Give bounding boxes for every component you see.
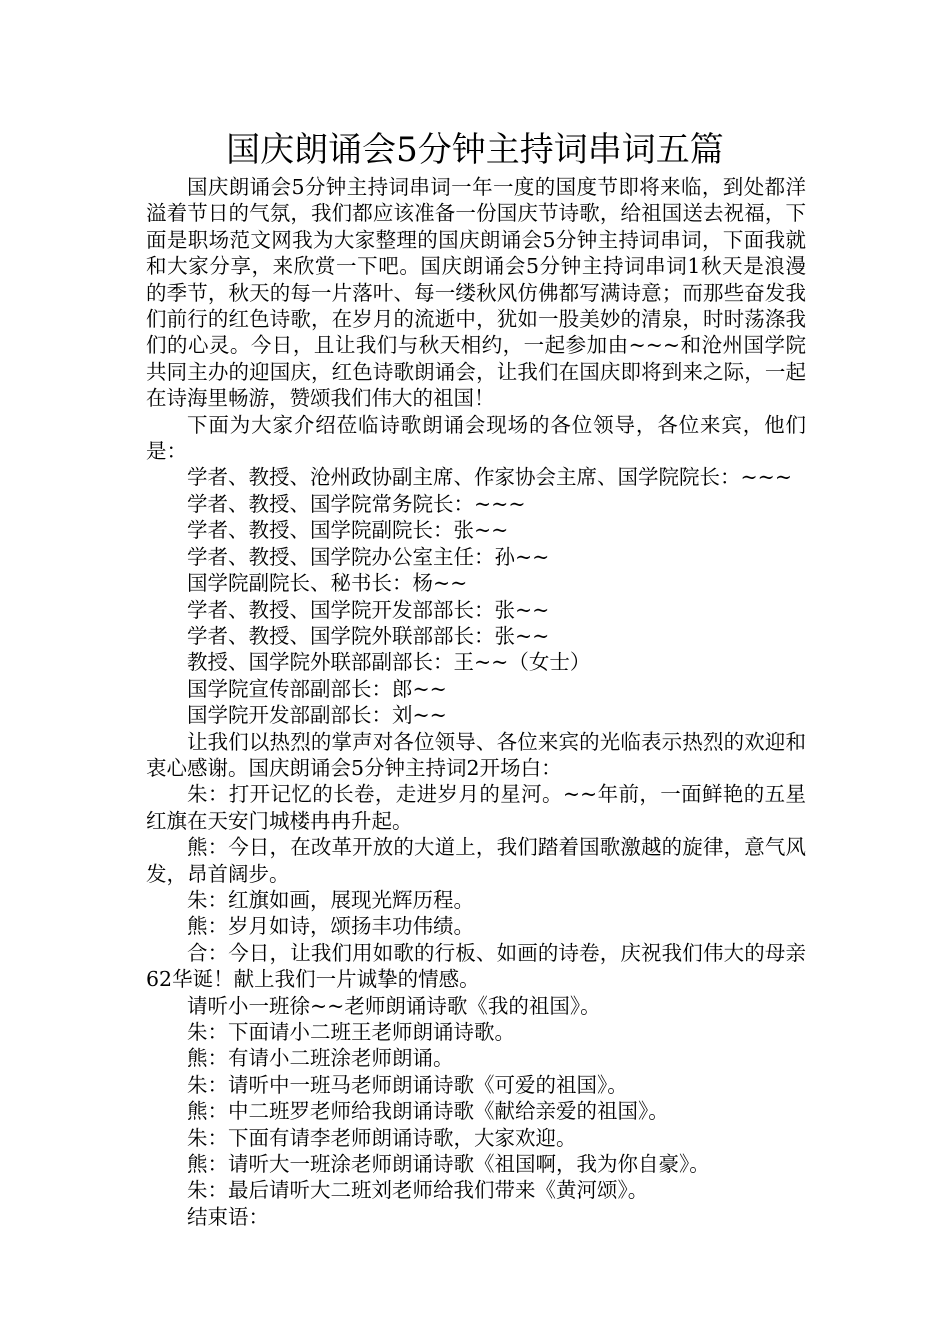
guest-item: 学者、教授、沧州政协副主席、作家协会主席、国学院院长：~~~ <box>187 465 793 490</box>
dialogue-line: 朱：最后请听大二班刘老师给我们带来《黄河颂》。 <box>187 1178 649 1203</box>
paragraph-intro: 国庆朗诵会5分钟主持词串词一年一度的国度节即将来临，到处都洋溢着节日的气氛，我们都应该准备一份国庆节诗歌，给祖国送去祝福，下面是职场范文网我为大家整理的国庆朗诵会5分钟主持词串词，下面我就和大家分享，来欣赏一下吧。国庆朗诵会5分钟主持词串词1秋天是浪漫的季节，秋天的每一片落叶、每一缕秋风仿佛都写满诗意；而那些奋发我们前行的红色诗歌，在岁月的流逝中，犹如一股美妙的清泉，时时荡涤我们的心灵。今日，且让我们与秋天相约，一起参加由~~~和沧州国学院共同主办的迎国庆，红色诗歌朗诵会，让我们在国庆即将到来之际，一起在诗海里畅游，赞颂我们伟大的祖国！ <box>146 175 806 411</box>
paragraph-welcome: 让我们以热烈的掌声对各位领导、各位来宾的光临表示热烈的欢迎和衷心感谢。国庆朗诵会5分钟主持词2开场白： <box>146 729 806 780</box>
guest-item: 学者、教授、国学院外联部部长：张~~ <box>187 623 550 648</box>
guest-item: 学者、教授、国学院办公室主任：孙~~ <box>187 544 550 569</box>
guest-item: 国学院开发部副部长：刘~~ <box>187 703 447 728</box>
dialogue-line: 熊：岁月如诗，颂扬丰功伟绩。 <box>187 914 474 939</box>
dialogue-line: 熊：中二班罗老师给我朗诵诗歌《献给亲爱的祖国》。 <box>187 1099 669 1124</box>
dialogue-line: 合：今日，让我们用如歌的行板、如画的诗卷，庆祝我们伟大的母亲62华诞！献上我们一片诚挚的情感。 <box>146 940 806 992</box>
dialogue-line: 朱：请听中一班马老师朗诵诗歌《可爱的祖国》。 <box>187 1072 628 1097</box>
guest-item: 教授、国学院外联部副部长：王~~（女士） <box>187 650 591 675</box>
dialogue-line: 熊：今日，在改革开放的大道上，我们踏着国歌激越的旋律，意气风发，昂首阔步。 <box>146 835 806 886</box>
guest-item: 学者、教授、国学院副院长：张~~ <box>187 518 509 543</box>
guest-item: 国学院宣传部副部长：郎~~ <box>187 676 447 701</box>
guest-item: 学者、教授、国学院常务院长：~~~ <box>187 491 526 516</box>
document-body <box>146 174 806 1230</box>
closing-heading: 结束语： <box>187 1204 269 1229</box>
dialogue-line: 朱：下面请小二班王老师朗诵诗歌。 <box>187 1020 515 1044</box>
guest-item: 学者、教授、国学院开发部部长：张~~ <box>187 597 550 622</box>
dialogue-line: 朱：下面有请李老师朗诵诗歌，大家欢迎。 <box>187 1125 577 1150</box>
dialogue-line: 熊：请听大一班涂老师朗诵诗歌《祖国啊，我为你自豪》。 <box>187 1152 710 1177</box>
dialogue-line: 朱：打开记忆的长卷，走进岁月的星河。~~年前，一面鲜艳的五星红旗在天安门城楼冉冉升起。 <box>146 782 806 833</box>
guest-item: 国学院副院长、秘书长：杨~~ <box>187 571 468 596</box>
dialogue-line: 熊：有请小二班涂老师朗诵。 <box>187 1046 454 1071</box>
dialogue-line: 请听小一班徐~~老师朗诵诗歌《我的祖国》。 <box>187 993 601 1018</box>
document-title: 国庆朗诵会5分钟主持词串词五篇 <box>226 130 724 170</box>
paragraph-guests-intro: 下面为大家介绍莅临诗歌朗诵会现场的各位领导，各位来宾，他们是： <box>146 412 806 464</box>
dialogue-line: 朱：红旗如画，展现光辉历程。 <box>187 887 474 912</box>
